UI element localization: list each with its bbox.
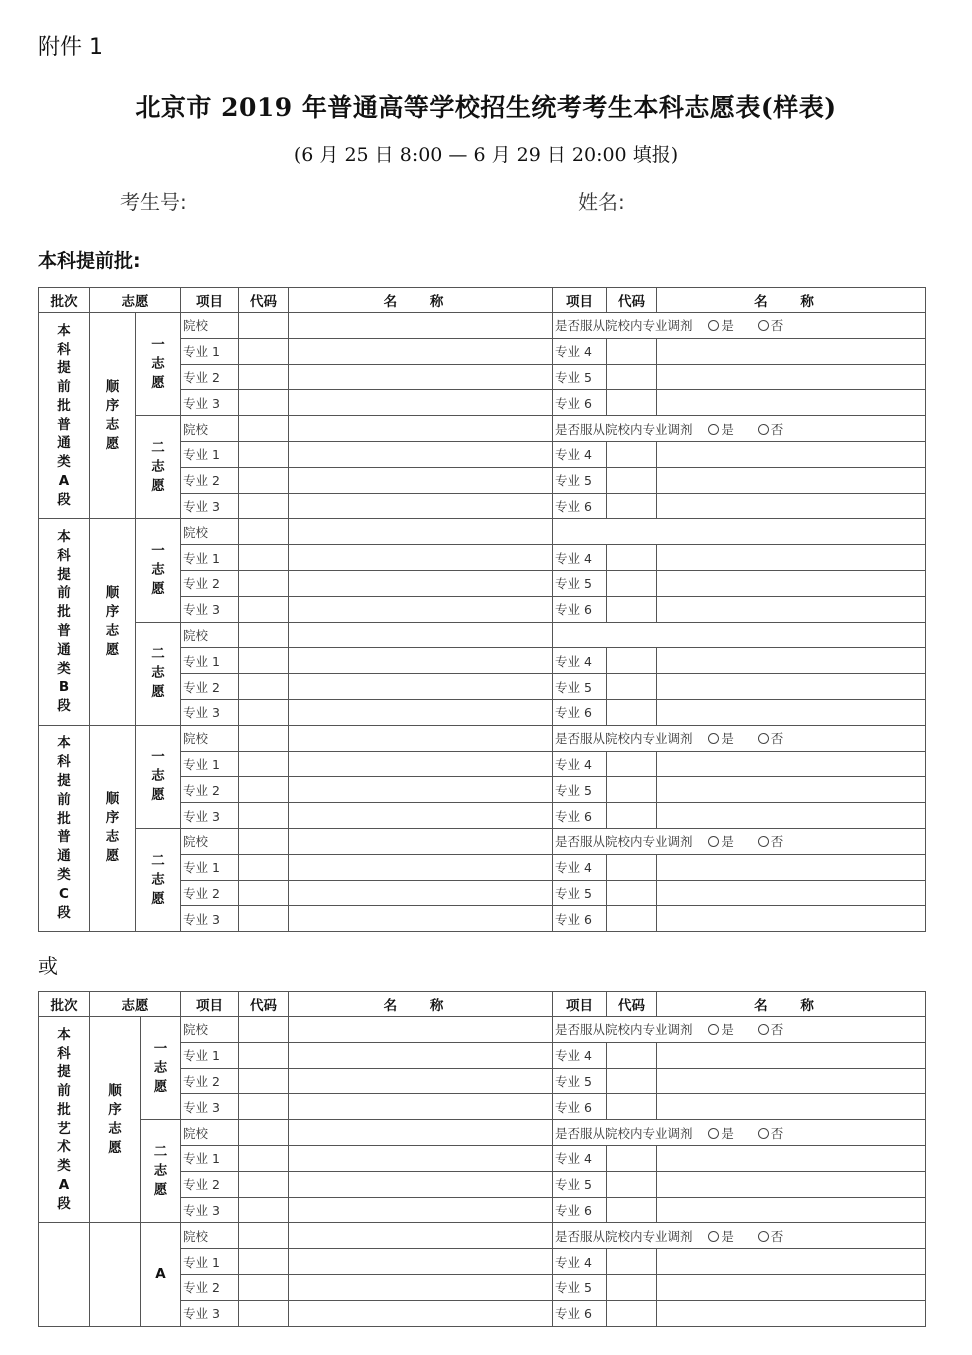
school-row xyxy=(39,416,926,442)
major-name-cell[interactable] xyxy=(289,1068,553,1094)
major-code-cell[interactable] xyxy=(607,854,657,880)
school-name-cell[interactable] xyxy=(289,416,553,442)
section-heading: 本科提前批: xyxy=(38,250,141,272)
exam-number-label: 考生号: xyxy=(120,190,187,214)
major-code-cell[interactable] xyxy=(607,441,657,467)
major-code-cell[interactable] xyxy=(607,338,657,364)
major-label: 专业 6 xyxy=(553,803,607,829)
yes-radio-icon[interactable] xyxy=(708,1128,719,1139)
major-label: 专业 1 xyxy=(181,1145,239,1171)
major-label: 专业 3 xyxy=(181,803,239,829)
header-batch: 批次 xyxy=(39,288,90,313)
major-name-cell[interactable] xyxy=(289,1171,553,1197)
batch-label: 本 科 提 前 批 普 通 类 C 段 xyxy=(39,725,90,931)
yes-radio-icon[interactable] xyxy=(708,836,719,847)
major-label: 专业 5 xyxy=(553,1274,607,1300)
wish-label: 一 志 愿 xyxy=(136,519,181,622)
school-name-cell[interactable] xyxy=(289,828,553,854)
major-name-cell[interactable] xyxy=(657,467,926,493)
school-code-cell[interactable] xyxy=(239,1223,289,1249)
major-code-cell[interactable] xyxy=(607,751,657,777)
major-name-cell[interactable] xyxy=(657,441,926,467)
attachment-label: 附件 1 xyxy=(38,35,103,60)
major-name-cell[interactable] xyxy=(657,390,926,416)
major-label: 专业 1 xyxy=(181,854,239,880)
major-label: 专业 2 xyxy=(181,1274,239,1300)
yes-radio-icon[interactable] xyxy=(708,1024,719,1035)
major-label: 专业 1 xyxy=(181,545,239,571)
major-name-cell[interactable] xyxy=(289,854,553,880)
order-label: 顺 序 志 愿 xyxy=(90,1017,141,1223)
major-code-cell[interactable] xyxy=(239,467,289,493)
yes-radio-icon[interactable] xyxy=(708,733,719,744)
major-label: 专业 4 xyxy=(553,751,607,777)
school-label: 院校 xyxy=(181,1017,239,1043)
school-label: 院校 xyxy=(181,519,239,545)
school-label: 院校 xyxy=(181,416,239,442)
school-code-cell[interactable] xyxy=(239,725,289,751)
no-radio-icon[interactable] xyxy=(758,320,769,331)
major-code-cell[interactable] xyxy=(239,1042,289,1068)
adjust-option: 是否服从院校内专业调剂 是 否 xyxy=(553,1017,926,1043)
major-code-cell[interactable] xyxy=(239,854,289,880)
major-name-cell[interactable] xyxy=(657,1042,926,1068)
major-code-cell[interactable] xyxy=(239,803,289,829)
major-label: 专业 2 xyxy=(181,467,239,493)
major-code-cell[interactable] xyxy=(607,1068,657,1094)
major-label: 专业 6 xyxy=(553,596,607,622)
major-code-cell[interactable] xyxy=(607,545,657,571)
major-label: 专业 4 xyxy=(553,854,607,880)
no-radio-icon[interactable] xyxy=(758,733,769,744)
major-label: 专业 2 xyxy=(181,570,239,596)
wish-label: 二 志 愿 xyxy=(136,416,181,519)
school-row xyxy=(39,1017,926,1043)
major-code-cell[interactable] xyxy=(239,674,289,700)
major-code-cell[interactable] xyxy=(239,596,289,622)
school-name-cell[interactable] xyxy=(289,1017,553,1043)
adjust-option: 是否服从院校内专业调剂 是 否 xyxy=(553,1120,926,1146)
major-name-cell[interactable] xyxy=(289,1145,553,1171)
school-code-cell[interactable] xyxy=(239,313,289,339)
header-wish: 志愿 xyxy=(90,288,181,313)
adjust-option: 是否服从院校内专业调剂 是 否 xyxy=(553,725,926,751)
header-batch: 批次 xyxy=(39,992,90,1017)
major-label: 专业 4 xyxy=(553,338,607,364)
major-code-cell[interactable] xyxy=(607,1197,657,1223)
major-code-cell[interactable] xyxy=(607,648,657,674)
header-row xyxy=(39,992,926,1017)
major-name-cell[interactable] xyxy=(289,1042,553,1068)
major-label: 专业 2 xyxy=(181,674,239,700)
wish-label: 二 志 愿 xyxy=(136,622,181,725)
wish-label: 二 志 愿 xyxy=(136,828,181,931)
yes-radio-icon[interactable] xyxy=(708,1231,719,1242)
major-name-cell[interactable] xyxy=(289,699,553,725)
major-name-cell[interactable] xyxy=(289,777,553,803)
major-label: 专业 5 xyxy=(553,880,607,906)
major-label: 专业 4 xyxy=(553,441,607,467)
header-name-right: 名 称 xyxy=(657,992,926,1017)
header-item: 项目 xyxy=(181,992,239,1017)
no-radio-icon[interactable] xyxy=(758,836,769,847)
name-label: 姓名: xyxy=(578,190,625,214)
major-name-cell[interactable] xyxy=(289,1094,553,1120)
major-label: 专业 2 xyxy=(181,777,239,803)
major-label: 专业 5 xyxy=(553,674,607,700)
major-label: 专业 3 xyxy=(181,493,239,519)
major-name-cell[interactable] xyxy=(289,906,553,932)
school-row xyxy=(39,828,926,854)
school-label: 院校 xyxy=(181,828,239,854)
major-name-cell[interactable] xyxy=(289,1274,553,1300)
school-code-cell[interactable] xyxy=(239,416,289,442)
major-name-cell[interactable] xyxy=(289,545,553,571)
major-name-cell[interactable] xyxy=(657,493,926,519)
major-code-cell[interactable] xyxy=(607,880,657,906)
blank-cell xyxy=(553,519,926,545)
school-code-cell[interactable] xyxy=(239,519,289,545)
major-code-cell[interactable] xyxy=(607,803,657,829)
major-label: 专业 3 xyxy=(181,699,239,725)
major-code-cell[interactable] xyxy=(239,1300,289,1326)
yes-radio-icon[interactable] xyxy=(708,424,719,435)
major-name-cell[interactable] xyxy=(289,596,553,622)
batch-label: 本 科 提 前 批 普 通 类 B 段 xyxy=(39,519,90,725)
major-name-cell[interactable] xyxy=(657,596,926,622)
major-label: 专业 2 xyxy=(181,1171,239,1197)
major-code-cell[interactable] xyxy=(239,1068,289,1094)
header-code: 代码 xyxy=(239,992,289,1017)
major-label: 专业 1 xyxy=(181,441,239,467)
header-name: 名 称 xyxy=(289,288,553,313)
school-name-cell[interactable] xyxy=(289,1223,553,1249)
wish-label: 一 志 愿 xyxy=(136,725,181,828)
major-name-cell[interactable] xyxy=(289,364,553,390)
major-code-cell[interactable] xyxy=(607,1094,657,1120)
major-label: 专业 2 xyxy=(181,364,239,390)
no-radio-icon[interactable] xyxy=(758,1024,769,1035)
major-code-cell[interactable] xyxy=(607,390,657,416)
major-code-cell[interactable] xyxy=(607,596,657,622)
header-name-right: 名 称 xyxy=(657,288,926,313)
major-name-cell[interactable] xyxy=(289,1300,553,1326)
major-label: 专业 4 xyxy=(553,648,607,674)
major-code-cell[interactable] xyxy=(607,1145,657,1171)
major-name-cell[interactable] xyxy=(289,674,553,700)
school-label: 院校 xyxy=(181,313,239,339)
major-label: 专业 5 xyxy=(553,364,607,390)
major-label: 专业 1 xyxy=(181,648,239,674)
major-label: 专业 6 xyxy=(553,906,607,932)
major-code-cell[interactable] xyxy=(239,364,289,390)
major-name-cell[interactable] xyxy=(657,1249,926,1275)
major-name-cell[interactable] xyxy=(289,493,553,519)
school-code-cell[interactable] xyxy=(239,828,289,854)
major-name-cell[interactable] xyxy=(657,545,926,571)
major-code-cell[interactable] xyxy=(239,1094,289,1120)
school-label: 院校 xyxy=(181,725,239,751)
major-name-cell[interactable] xyxy=(289,1249,553,1275)
major-name-cell[interactable] xyxy=(657,1171,926,1197)
school-name-cell[interactable] xyxy=(289,519,553,545)
header-code-right: 代码 xyxy=(607,992,657,1017)
header-wish: 志愿 xyxy=(90,992,181,1017)
major-name-cell[interactable] xyxy=(657,1068,926,1094)
header-item-right: 项目 xyxy=(553,992,607,1017)
major-label: 专业 6 xyxy=(553,390,607,416)
major-code-cell[interactable] xyxy=(607,1249,657,1275)
page-title: 北京市 2019 年普通高等学校招生统考考生本科志愿表(样表) xyxy=(135,93,837,122)
no-radio-icon[interactable] xyxy=(758,1231,769,1242)
major-code-cell[interactable] xyxy=(607,493,657,519)
major-code-cell[interactable] xyxy=(607,777,657,803)
batch-label: 本 科 提 前 批 艺 术 类 A 段 xyxy=(39,1017,90,1223)
school-row xyxy=(39,725,926,751)
major-name-cell[interactable] xyxy=(657,854,926,880)
wish-label: A xyxy=(141,1223,181,1326)
major-name-cell[interactable] xyxy=(289,390,553,416)
major-label: 专业 4 xyxy=(553,1042,607,1068)
major-code-cell[interactable] xyxy=(607,1042,657,1068)
yes-radio-icon[interactable] xyxy=(708,320,719,331)
adjust-option: 是否服从院校内专业调剂 是 否 xyxy=(553,1223,926,1249)
major-code-cell[interactable] xyxy=(239,545,289,571)
major-code-cell[interactable] xyxy=(607,467,657,493)
school-code-cell[interactable] xyxy=(239,1120,289,1146)
major-name-cell[interactable] xyxy=(657,674,926,700)
order-label: 顺 序 志 愿 xyxy=(90,519,136,725)
major-code-cell[interactable] xyxy=(607,1171,657,1197)
major-name-cell[interactable] xyxy=(657,751,926,777)
major-label: 专业 4 xyxy=(553,1145,607,1171)
major-code-cell[interactable] xyxy=(239,777,289,803)
major-name-cell[interactable] xyxy=(657,570,926,596)
wish-label: 一 志 愿 xyxy=(141,1017,181,1120)
school-name-cell[interactable] xyxy=(289,725,553,751)
school-row xyxy=(39,1223,926,1249)
major-label: 专业 2 xyxy=(181,880,239,906)
major-name-cell[interactable] xyxy=(657,1094,926,1120)
major-code-cell[interactable] xyxy=(239,390,289,416)
order-label: 顺 序 志 愿 xyxy=(90,725,136,931)
major-name-cell[interactable] xyxy=(289,570,553,596)
school-name-cell[interactable] xyxy=(289,1120,553,1146)
blank-cell xyxy=(553,622,926,648)
form-table-2 xyxy=(38,991,924,1327)
major-code-cell[interactable] xyxy=(239,441,289,467)
major-label: 专业 5 xyxy=(553,1171,607,1197)
school-row xyxy=(39,622,926,648)
header-code: 代码 xyxy=(239,288,289,313)
major-name-cell[interactable] xyxy=(289,467,553,493)
major-label: 专业 1 xyxy=(181,1249,239,1275)
major-label: 专业 1 xyxy=(181,1042,239,1068)
major-name-cell[interactable] xyxy=(289,880,553,906)
no-radio-icon[interactable] xyxy=(758,1128,769,1139)
major-code-cell[interactable] xyxy=(239,880,289,906)
school-label: 院校 xyxy=(181,622,239,648)
or-label: 或 xyxy=(38,954,58,978)
major-code-cell[interactable] xyxy=(239,1171,289,1197)
major-name-cell[interactable] xyxy=(657,1300,926,1326)
major-label: 专业 5 xyxy=(553,1068,607,1094)
major-label: 专业 4 xyxy=(553,1249,607,1275)
batch-label: 本 科 提 前 批 普 通 类 A 段 xyxy=(39,313,90,519)
major-code-cell[interactable] xyxy=(239,1249,289,1275)
major-name-cell[interactable] xyxy=(657,648,926,674)
major-name-cell[interactable] xyxy=(657,699,926,725)
major-label: 专业 3 xyxy=(181,1094,239,1120)
major-name-cell[interactable] xyxy=(657,338,926,364)
school-row xyxy=(39,1120,926,1146)
major-name-cell[interactable] xyxy=(289,441,553,467)
school-row xyxy=(39,519,926,545)
major-label: 专业 3 xyxy=(181,390,239,416)
school-name-cell[interactable] xyxy=(289,622,553,648)
major-label: 专业 4 xyxy=(553,545,607,571)
major-name-cell[interactable] xyxy=(657,777,926,803)
major-label: 专业 1 xyxy=(181,751,239,777)
major-name-cell[interactable] xyxy=(657,906,926,932)
major-label: 专业 1 xyxy=(181,338,239,364)
major-code-cell[interactable] xyxy=(239,906,289,932)
major-code-cell[interactable] xyxy=(239,699,289,725)
major-code-cell[interactable] xyxy=(607,906,657,932)
major-label: 专业 5 xyxy=(553,467,607,493)
header-code-right: 代码 xyxy=(607,288,657,313)
major-code-cell[interactable] xyxy=(239,751,289,777)
major-name-cell[interactable] xyxy=(657,364,926,390)
major-label: 专业 6 xyxy=(553,699,607,725)
major-name-cell[interactable] xyxy=(657,1274,926,1300)
major-label: 专业 6 xyxy=(553,1094,607,1120)
major-code-cell[interactable] xyxy=(239,1274,289,1300)
major-label: 专业 3 xyxy=(181,596,239,622)
header-item: 项目 xyxy=(181,288,239,313)
major-code-cell[interactable] xyxy=(239,1145,289,1171)
form-table-1 xyxy=(38,287,924,932)
major-code-cell[interactable] xyxy=(239,648,289,674)
major-label: 专业 6 xyxy=(553,493,607,519)
major-label: 专业 2 xyxy=(181,1068,239,1094)
school-label: 院校 xyxy=(181,1223,239,1249)
major-code-cell[interactable] xyxy=(239,1197,289,1223)
major-label: 专业 5 xyxy=(553,777,607,803)
major-code-cell[interactable] xyxy=(607,364,657,390)
major-code-cell[interactable] xyxy=(239,570,289,596)
major-code-cell[interactable] xyxy=(607,674,657,700)
major-label: 专业 6 xyxy=(553,1300,607,1326)
wish-label: 一 志 愿 xyxy=(136,313,181,416)
header-row xyxy=(39,288,926,313)
major-code-cell[interactable] xyxy=(239,493,289,519)
major-name-cell[interactable] xyxy=(657,1145,926,1171)
major-label: 专业 5 xyxy=(553,570,607,596)
major-name-cell[interactable] xyxy=(289,803,553,829)
major-code-cell[interactable] xyxy=(607,1274,657,1300)
major-code-cell[interactable] xyxy=(607,699,657,725)
order-label xyxy=(90,1223,141,1326)
major-name-cell[interactable] xyxy=(657,1197,926,1223)
major-name-cell[interactable] xyxy=(289,338,553,364)
major-label: 专业 6 xyxy=(553,1197,607,1223)
major-name-cell[interactable] xyxy=(289,648,553,674)
school-code-cell[interactable] xyxy=(239,1017,289,1043)
header-item-right: 项目 xyxy=(553,288,607,313)
major-code-cell[interactable] xyxy=(607,570,657,596)
major-label: 专业 3 xyxy=(181,1197,239,1223)
major-name-cell[interactable] xyxy=(289,1197,553,1223)
school-code-cell[interactable] xyxy=(239,622,289,648)
no-radio-icon[interactable] xyxy=(758,424,769,435)
adjust-option: 是否服从院校内专业调剂 是 否 xyxy=(553,828,926,854)
fill-period: (6 月 25 日 8:00 — 6 月 29 日 20:00 填报) xyxy=(293,144,679,166)
major-name-cell[interactable] xyxy=(657,880,926,906)
adjust-option: 是否服从院校内专业调剂 是 否 xyxy=(553,416,926,442)
major-name-cell[interactable] xyxy=(657,803,926,829)
wish-label: 二 志 愿 xyxy=(141,1120,181,1223)
header-name: 名 称 xyxy=(289,992,553,1017)
school-name-cell[interactable] xyxy=(289,313,553,339)
major-label: 专业 3 xyxy=(181,906,239,932)
major-name-cell[interactable] xyxy=(289,751,553,777)
school-label: 院校 xyxy=(181,1120,239,1146)
school-row xyxy=(39,313,926,339)
major-code-cell[interactable] xyxy=(607,1300,657,1326)
major-label: 专业 3 xyxy=(181,1300,239,1326)
order-label: 顺 序 志 愿 xyxy=(90,313,136,519)
batch-label xyxy=(39,1223,90,1326)
major-code-cell[interactable] xyxy=(239,338,289,364)
adjust-option: 是否服从院校内专业调剂 是 否 xyxy=(553,313,926,339)
